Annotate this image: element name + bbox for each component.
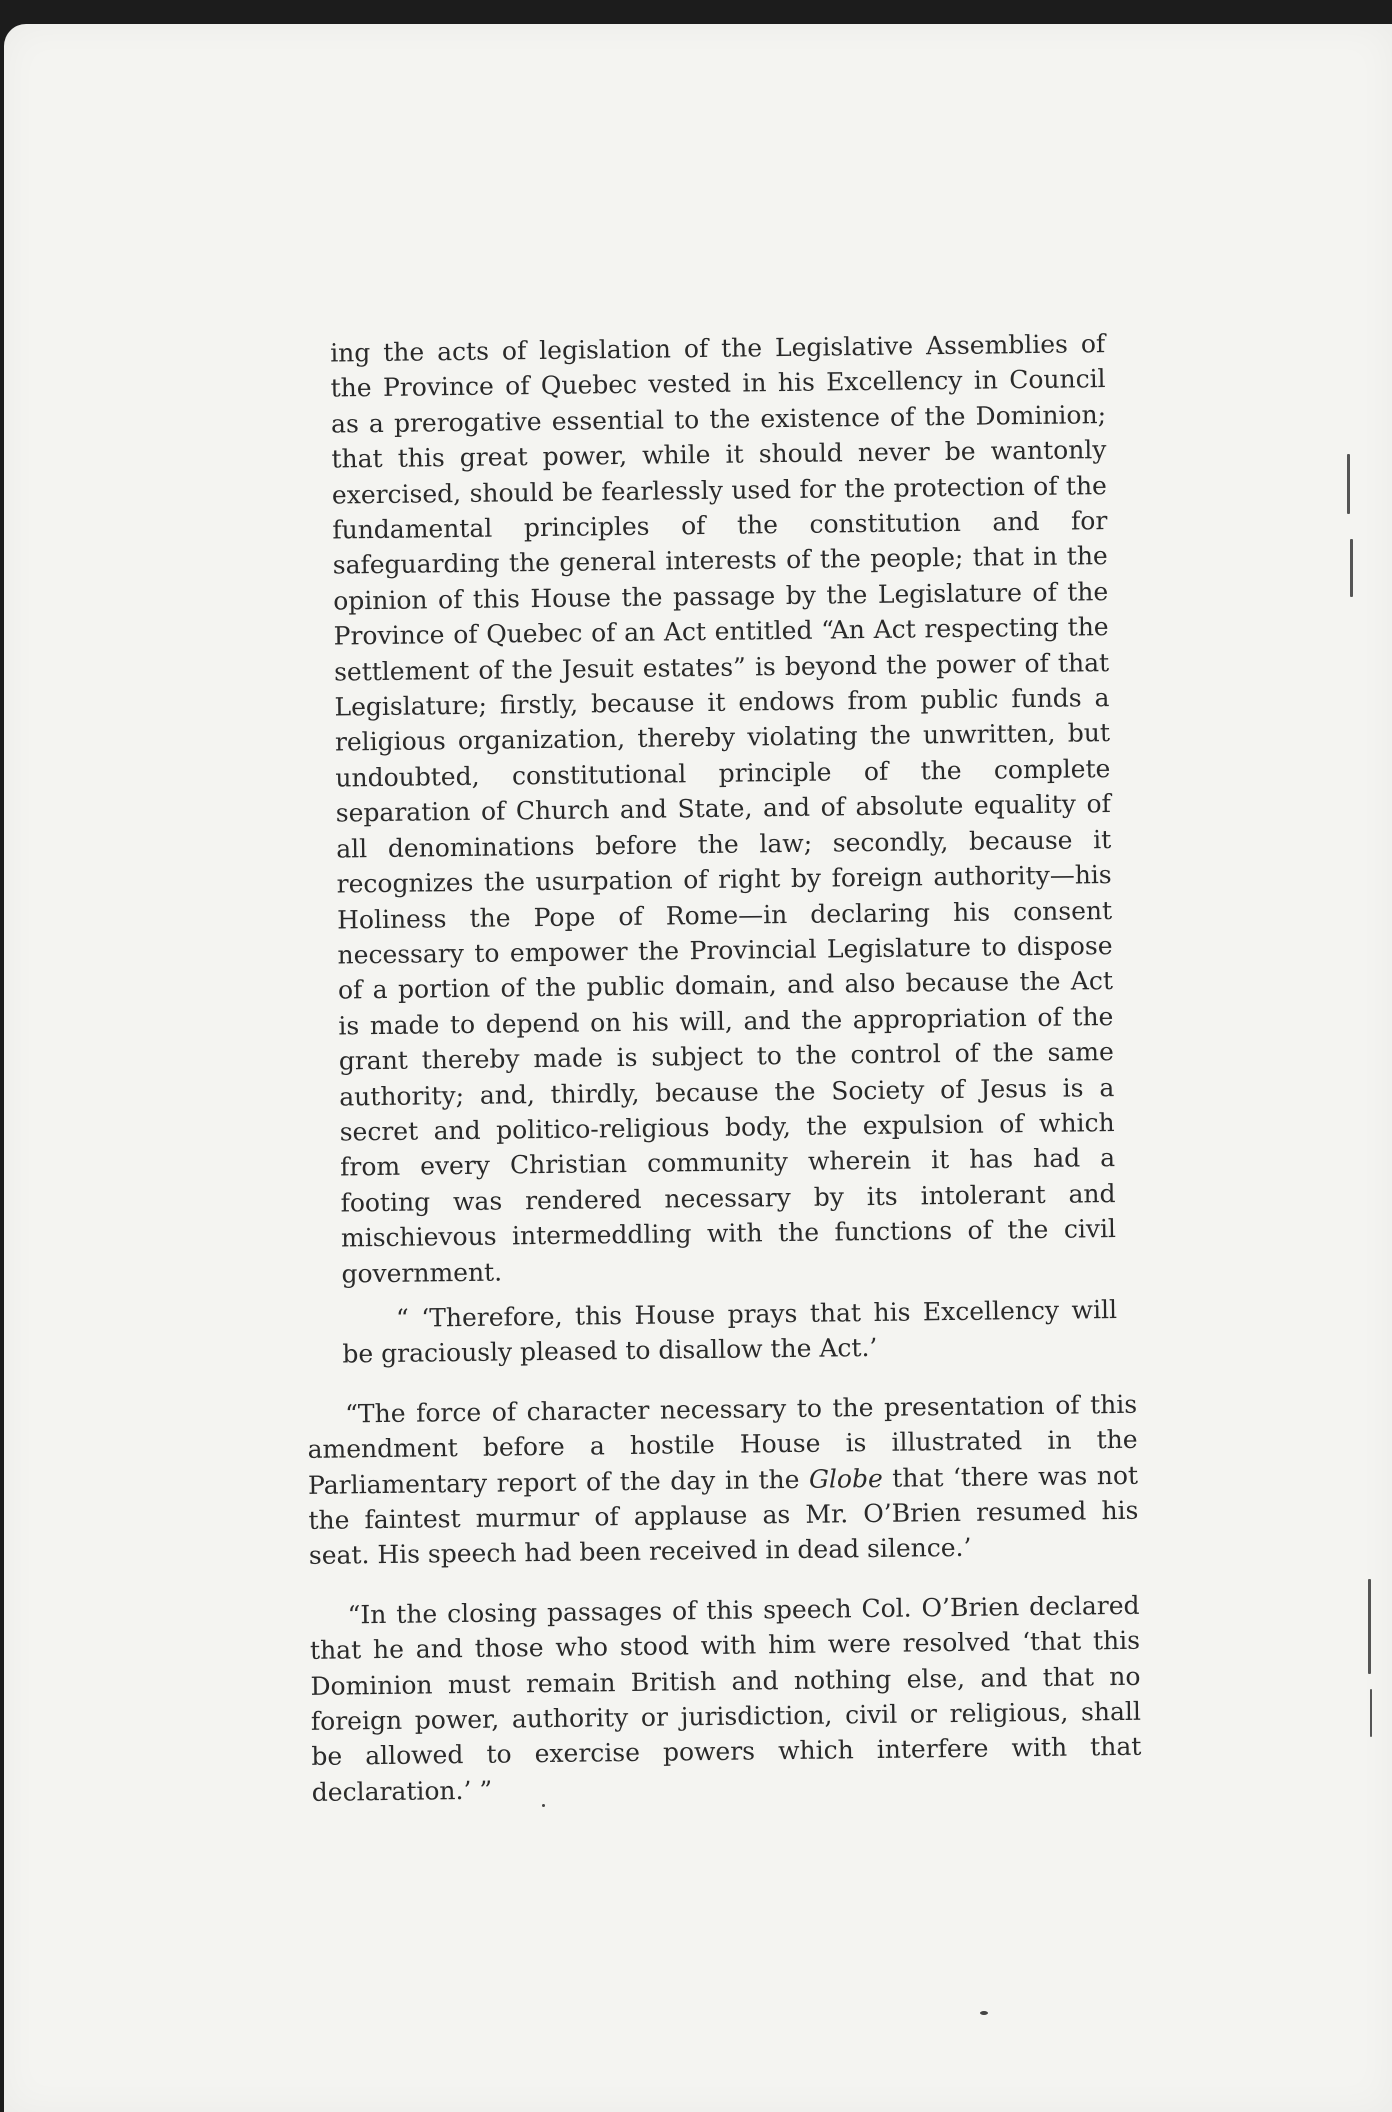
force-text-after: that ‘there was not the faintest murmur of applause as Mr. O’Brien resumed his seat. His speech had been received in dead silence.’ bbox=[308, 1460, 1139, 1571]
closing-passages-paragraph: “In the closing passages of this speech Col. O’Brien declared that he and those who stood with him were resolved ‘that this Dominion must remain British and nothing else, and that no foreign power, authority or jurisdiction, civil or religious, shall be allowed to exercise powers which interfere with that declaration.’ ” bbox=[309, 1590, 1142, 1807]
document-page bbox=[4, 24, 1392, 2112]
scan-artifact-mark bbox=[1350, 539, 1353, 597]
scan-artifact-mark bbox=[1347, 454, 1350, 514]
scan-artifact-mark bbox=[1368, 1579, 1371, 1674]
resolution-paragraph: ing the acts of legislation of the Legislative Assemblies of the Province of Quebec vested in his Excellency in Council as a prerogative essential to the existence of the Dominion; that this great power, while it should never be wantonly exercised, should be fearlessly used for the protection of the fundamental principles of the constitution and for safeguarding the general interests of the people; that in the opinion of this House the passage by the Legislature of the Province of Quebec of an Act entitled “An Act respecting the settlement of the Jesuit estates” is beyond the power of that Legislature; firstly, because it endows from public funds a religious organization, thereby violating the unwritten, but undoubted, constitutional principle of the complete separation of Church and State, and of absolute equality of all denominations before the law; secondly, because it recognizes the usurpation of right by foreign authority—his Holiness the Pope of Rome—in declaring his consent necessary to empower the Provincial Legislature to dispose of a portion of the public domain, and also because the Act is made to depend on his will, and the appropriation of the grant thereby made is subject to the control of the same authority; and, thirdly, because the Society of Jesus is a secret and politico-religious body, the expulsion of which from every Christian community wherein it has had a footing was rendered necessary by its intolerant and mischievous intermeddling with the functions of the civil government. bbox=[330, 329, 1117, 1289]
prayer-paragraph: “ ‘Therefore, this House prays that his Excellency will be graciously pleased to disallow the Act.’ bbox=[342, 1294, 1118, 1369]
body-text bbox=[294, 326, 1152, 1810]
scan-artifact-mark bbox=[1370, 1689, 1372, 1737]
force-text-before: “The force of character necessary to the presentation of this amendment before a hostile House is illustrated in the Parliamentary report of the day in the bbox=[307, 1389, 1138, 1500]
dust-speck bbox=[542, 1804, 545, 1807]
globe-title: Globe bbox=[808, 1463, 883, 1494]
dust-speck bbox=[980, 2011, 988, 2015]
force-of-character-paragraph bbox=[307, 1387, 1139, 1574]
